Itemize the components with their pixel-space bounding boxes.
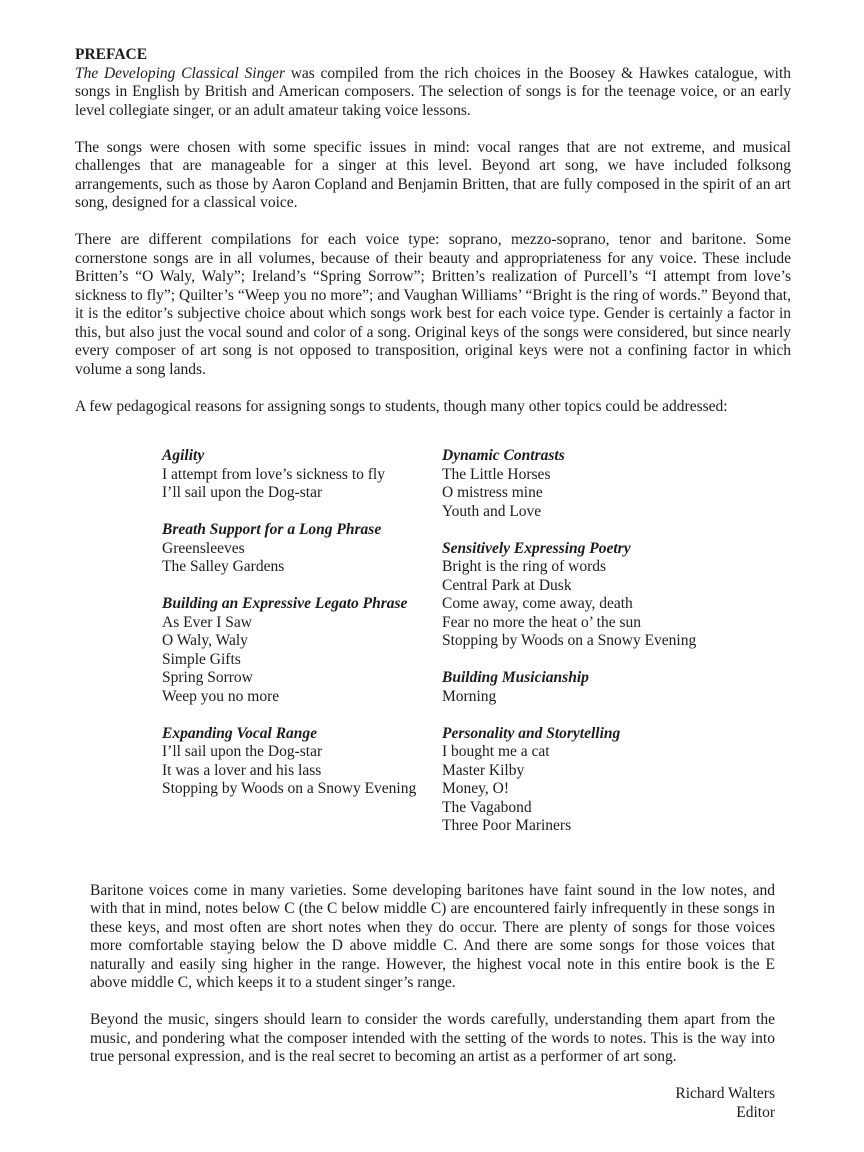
paragraph-intro (75, 65, 791, 121)
song-category-heading: Building Musicianship (442, 669, 589, 686)
song-title: Stopping by Woods on a Snowy Evening (162, 780, 417, 797)
song-category-heading: Agility (162, 447, 205, 464)
song-category-heading: Building an Expressive Legato Phrase (162, 595, 408, 612)
song-title: The Vagabond (442, 798, 532, 816)
song-category-heading: Sensitively Expressing Poetry (442, 539, 631, 557)
editor-role: Editor (736, 1103, 775, 1121)
song-category-group (442, 669, 772, 706)
song-title: Stopping by Woods on a Snowy Evening (442, 632, 697, 649)
song-title: Spring Sorrow (162, 669, 253, 686)
song-category-group (162, 725, 442, 799)
song-title: Master Kilby (442, 761, 525, 779)
closing-block (90, 882, 775, 1123)
editor-name: Richard Walters (675, 1085, 775, 1102)
paragraph-song-choice: The songs were chosen with some specific issues in mind: vocal ranges that are not extreme, and musical challenges that are manageable for a singer at this level. Beyond art song, we have included folksong arrangements, such as those by Aaron Copland and Benjamin Britten, that are fully composed in the spirit of an art song, designed for a classical voice. (75, 138, 791, 211)
song-title: Central Park at Dusk (442, 576, 572, 594)
song-title: Youth and Love (442, 502, 542, 520)
song-category-heading: Breath Support for a Long Phrase (162, 521, 382, 538)
song-title: Morning (442, 687, 497, 705)
song-category-heading: Expanding Vocal Range (162, 724, 318, 742)
song-list-right-column (442, 447, 772, 836)
page-content (75, 46, 791, 1122)
song-category-heading: Personality and Storytelling (442, 724, 621, 742)
song-title: Greensleeves (162, 539, 245, 557)
song-title: It was a lover and his lass (162, 761, 322, 779)
song-list-left-column (162, 447, 442, 836)
song-title: Simple Gifts (162, 650, 241, 668)
song-category-group (162, 521, 442, 577)
song-category-group (442, 725, 772, 836)
song-title: I attempt from love’s sickness to fly (162, 465, 385, 483)
song-title: The Salley Gardens (162, 558, 285, 575)
song-title: I bought me a cat (442, 743, 550, 760)
song-title: As Ever I Saw (162, 613, 252, 631)
song-title: I’ll sail upon the Dog-star (162, 484, 323, 501)
paragraph-pedagogy-lead: A few pedagogical reasons for assigning songs to students, though many other topics could be addressed: (75, 397, 728, 415)
song-title: Money, O! (442, 780, 510, 797)
song-title: Fear no more the heat o’ the sun (442, 613, 641, 631)
paragraph-voice-types: There are different compilations for each voice type: soprano, mezzo-soprano, tenor and baritone. Some cornerstone songs are in all volumes, because of their beauty and appropriateness for any voice. These include Britten’s “O Waly, Waly”; Ireland’s “Spring Sorrow”; Britten’s realization of Purcell’s “I attempt from love’s sickness to fly”; Quilter’s “Weep you no more”; and Vaughan Williams’ “Bright is the ring of words.” Beyond that, it is the editor’s subjective choice about which songs work best for each voice type. Gender is certainly a factor in this, but also just the vocal sound and color of a song. Original keys of the songs were considered, but since nearly every composer of art song is not opposed to transposition, original keys were not a confining factor in which volume a song lands. (75, 231, 791, 378)
song-title: Three Poor Mariners (442, 817, 572, 834)
paragraph-baritone-note: Baritone voices come in many varieties. Some developing baritones have faint sound in the low notes, and with that in mind, notes below C (the C below middle C) are encountered fairly infrequently in these songs in these keys, and most often are short notes when they do occur. There are plenty of songs for those voices more comfortable staying below the D above middle C. And there are some songs for those voices that naturally and easily sing higher in the range. However, the highest vocal note in this entire book is the E above middle C, which keeps it to a student singer’s range. (90, 881, 775, 991)
song-category-group (162, 595, 442, 706)
song-title: O mistress mine (442, 484, 543, 501)
song-title: Weep you no more (162, 687, 280, 705)
signature-block (90, 1085, 775, 1122)
song-title: Bright is the ring of words (442, 558, 607, 575)
song-category-group (442, 447, 772, 521)
song-title: I’ll sail upon the Dog-star (162, 743, 323, 760)
song-title: Come away, come away, death (442, 595, 633, 612)
song-title: O Waly, Waly (162, 632, 248, 649)
paragraph-intro-text: was compiled from the rich choices in the Boosey & Hawkes catalogue, with songs in English by British and American composers. The selection of songs is for the teenage voice, or an early level collegiate singer, or an adult amateur taking voice lessons. (75, 64, 791, 119)
song-title: The Little Horses (442, 465, 551, 483)
song-category-group (442, 540, 772, 651)
song-category-list (75, 447, 791, 836)
page-title: PREFACE (75, 46, 148, 63)
book-title: The Developing Classical Singer (75, 64, 286, 82)
song-category-heading: Dynamic Contrasts (442, 447, 565, 464)
song-category-group (162, 447, 442, 503)
paragraph-beyond-music: Beyond the music, singers should learn to consider the words carefully, understanding them apart from the music, and pondering what the composer intended with the setting of the words to notes. This is the way into true personal expression, and is the real secret to becoming an artist as a performer of art song. (90, 1011, 775, 1065)
